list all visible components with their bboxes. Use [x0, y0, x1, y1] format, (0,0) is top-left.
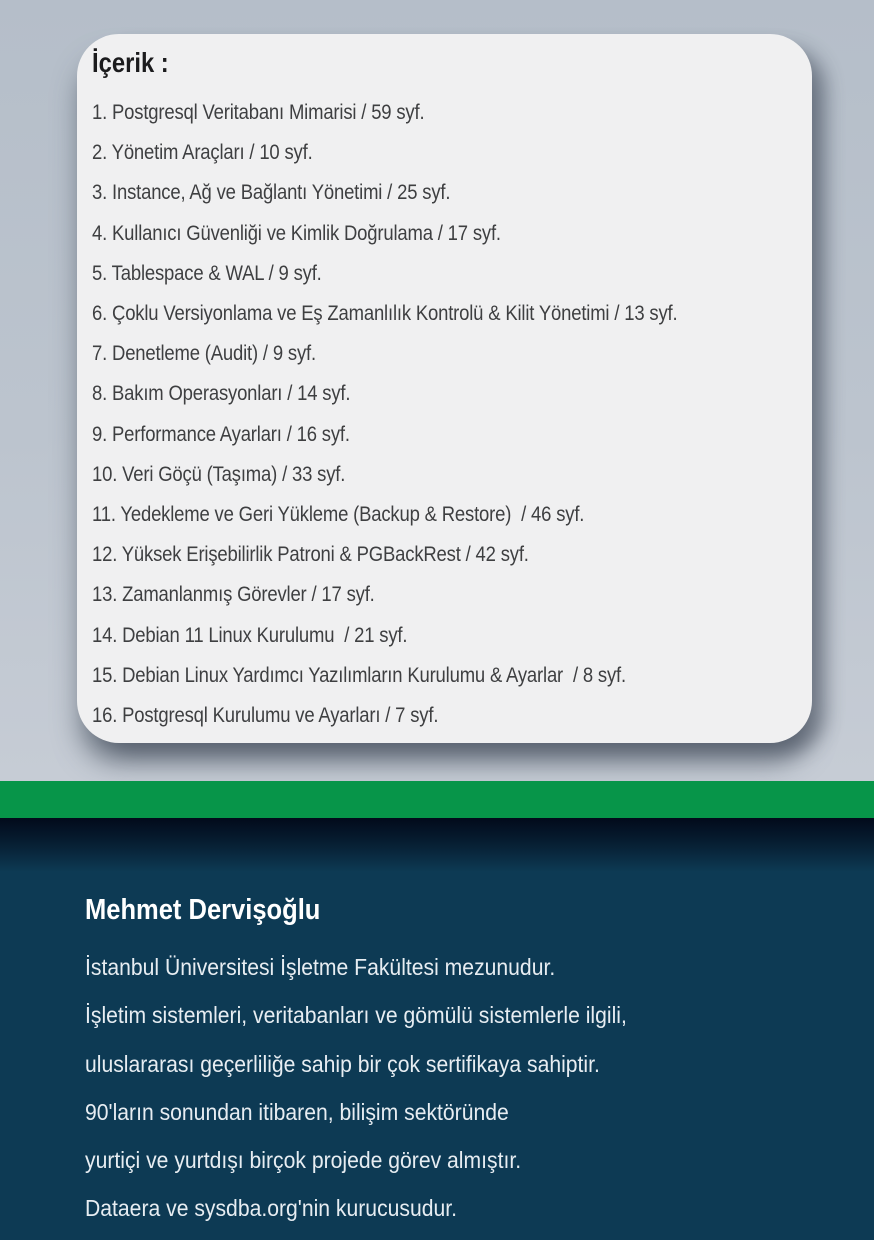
- bio-line: İşletim sistemleri, veritabanları ve gömülü sistemlerle ilgili,: [85, 1002, 627, 1029]
- toc-item: 2. Yönetim Araçları / 10 syf.: [92, 141, 313, 165]
- author-bio: [85, 943, 834, 1233]
- author-section: [0, 818, 874, 1240]
- bio-line: İstanbul Üniversitesi İşletme Fakültesi mezunudur.: [85, 954, 556, 980]
- bio-line: Dataera ve sysdba.org'nin kurucusudur.: [85, 1195, 458, 1222]
- toc-list: [92, 93, 798, 736]
- toc-item: 1. Postgresql Veritabanı Mimarisi / 59 syf.: [92, 101, 425, 125]
- toc-item: 3. Instance, Ağ ve Bağlantı Yönetimi / 25 syf.: [92, 181, 451, 205]
- toc-item: 13. Zamanlanmış Görevler / 17 syf.: [92, 583, 375, 607]
- toc-item: 9. Performance Ayarları / 16 syf.: [92, 422, 350, 446]
- green-divider-bar: [0, 781, 874, 818]
- toc-item: 11. Yedekleme ve Geri Yükleme (Backup & Restore) / 46 syf.: [92, 502, 585, 526]
- toc-item: 15. Debian Linux Yardımcı Yazılımların Kurulumu & Ayarlar / 8 syf.: [92, 663, 626, 687]
- toc-item: 10. Veri Göçü (Taşıma) / 33 syf.: [92, 462, 346, 486]
- toc-item: 8. Bakım Operasyonları / 14 syf.: [92, 382, 351, 406]
- bio-line: uluslararası geçerliliğe sahip bir çok sertifikaya sahiptir.: [85, 1050, 600, 1077]
- toc-item: 5. Tablespace & WAL / 9 syf.: [92, 261, 322, 285]
- contents-heading: İçerik :: [92, 47, 169, 78]
- toc-item: 12. Yüksek Erişebilirlik Patroni & PGBackRest / 42 syf.: [92, 543, 529, 567]
- toc-item: 7. Denetleme (Audit) / 9 syf.: [92, 342, 316, 366]
- toc-item: 16. Postgresql Kurulumu ve Ayarları / 7 syf.: [92, 703, 439, 727]
- bio-line: yurtiçi ve yurtdışı birçok projede görev almıştır.: [85, 1147, 522, 1174]
- toc-item: 4. Kullanıcı Güvenliği ve Kimlik Doğrulama / 17 syf.: [92, 221, 501, 245]
- toc-item: 14. Debian 11 Linux Kurulumu / 21 syf.: [92, 623, 408, 647]
- toc-item: 6. Çoklu Versiyonlama ve Eş Zamanlılık Kontrolü & Kilit Yönetimi / 13 syf.: [92, 302, 678, 326]
- contents-card: [77, 34, 812, 743]
- author-name: Mehmet Dervişoğlu: [85, 894, 321, 926]
- bio-line: 90'ların sonundan itibaren, bilişim sektöründe: [85, 1098, 509, 1125]
